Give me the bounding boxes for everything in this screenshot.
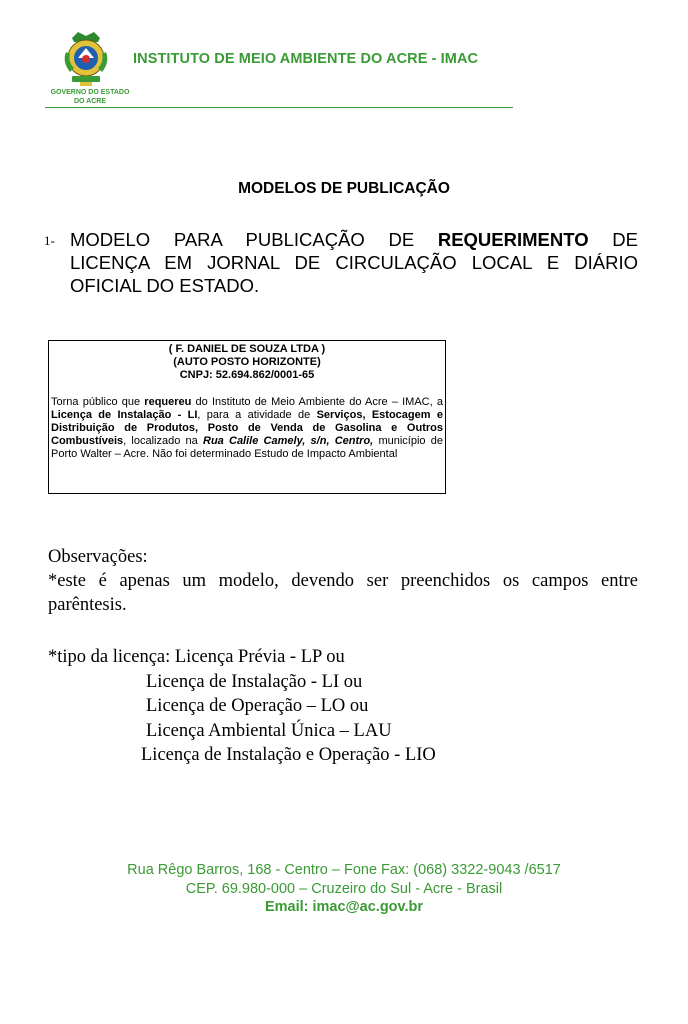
government-label xyxy=(40,89,140,106)
publication-model-box xyxy=(48,340,446,494)
acre-coat-of-arms-logo xyxy=(58,28,114,88)
institution-name: INSTITUTO DE MEIO AMBIENTE DO ACRE - IMAC xyxy=(133,51,479,67)
item-number: 1- xyxy=(44,233,55,248)
license-type-item: Licença de Instalação e Operação - LIO xyxy=(141,745,436,765)
license-type-item: Licença Ambiental Única – LAU xyxy=(146,720,392,741)
pub-p9: município de Porto Walter – Acre. Não foi determinado Estudo de Impacto Ambiental xyxy=(51,435,443,461)
item-text-bold: REQUERIMENTO xyxy=(437,229,589,250)
item-text-a: MODELO PARA PUBLICAÇÃO DE xyxy=(70,229,438,250)
item-text-c: LICENÇA EM JORNAL DE CIRCULAÇÃO LOCAL E DIÁRIO OFICIAL DO ESTADO. xyxy=(70,252,638,296)
license-types xyxy=(48,645,638,768)
item-line-1 xyxy=(70,228,638,251)
company-name: ( F. DANIEL DE SOUZA LTDA ) xyxy=(168,343,326,355)
item-text-b: DE xyxy=(588,229,638,250)
footer-address: Rua Rêgo Barros, 168 - Centro – Fone Fax: (068) 3322-9043 /6517 xyxy=(127,862,561,878)
observations-note: *este é apenas um modelo, devendo ser preenchidos os campos entre parêntesis. xyxy=(48,571,638,615)
pub-p1: Torna público que xyxy=(51,395,145,408)
item-heading xyxy=(70,228,638,297)
pub-p3: do Instituto de Meio Ambiente do Acre – IMAC, a xyxy=(191,395,443,408)
page-title: MODELOS DE PUBLICAÇÃO xyxy=(238,180,450,197)
pub-p2: requereu xyxy=(144,395,192,408)
pub-p8: Rua Calile Camely, s/n, Centro, xyxy=(203,435,374,448)
header-divider xyxy=(45,107,513,108)
license-types-label: *tipo da licença: Licença Prévia - LP ou xyxy=(48,647,345,667)
observations-heading: Observações: xyxy=(48,547,148,567)
footer-email: Email: imac@ac.gov.br xyxy=(264,899,424,915)
license-type-item: Licença de Operação – LO ou xyxy=(146,696,369,716)
pub-p7: , localizado na xyxy=(123,435,203,448)
coat-of-arms-icon xyxy=(58,28,114,88)
gov-line-2: DO ACRE xyxy=(73,97,107,105)
cnpj: CNPJ: 52.694.862/0001-65 xyxy=(179,369,315,382)
gov-line-1: GOVERNO DO ESTADO xyxy=(50,89,130,96)
pub-p6: Serviços, Estocagem e Distribuição de Produtos, Posto de Venda de Gasolina e Outros Combustíveis xyxy=(51,408,443,448)
footer xyxy=(0,861,688,917)
license-type-item: Licença de Instalação - LI ou xyxy=(146,671,363,692)
pub-p5: , para a atividade de xyxy=(197,408,317,421)
trade-name: (AUTO POSTO HORIZONTE) xyxy=(173,356,321,369)
footer-cep: CEP. 69.980-000 – Cruzeiro do Sul - Acre - Brasil xyxy=(185,880,503,897)
publication-text xyxy=(51,396,443,462)
observations xyxy=(48,545,638,617)
pub-p4: Licença de Instalação - LI xyxy=(51,408,198,421)
